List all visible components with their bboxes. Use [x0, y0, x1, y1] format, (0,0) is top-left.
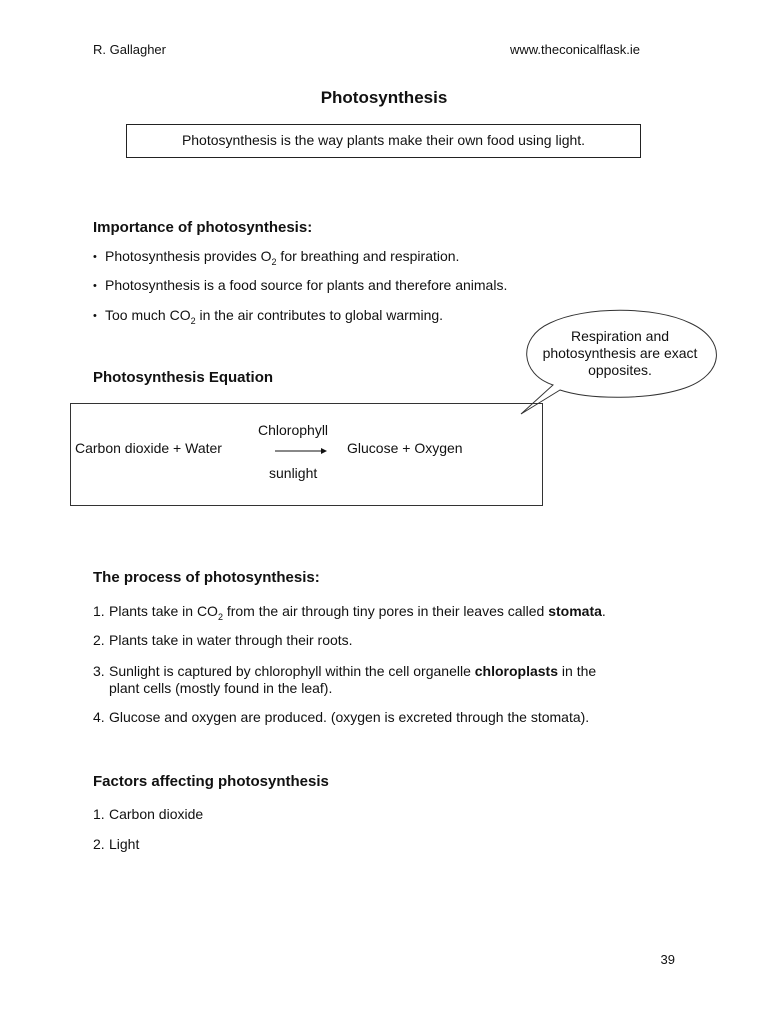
- bullet-icon: •: [93, 280, 97, 292]
- factor-item-1: 1. Carbon dioxide: [93, 806, 204, 822]
- website-url: www.theconicalflask.ie: [509, 42, 640, 57]
- process-step-1: 1. Plants take in $CO_2$ from the air through tiny pores in their leaves called stomata.: [93, 603, 606, 622]
- factor-item-2: 2. Light: [93, 836, 140, 852]
- reaction-arrow-icon: [275, 446, 327, 456]
- equation-condition: sunlight: [269, 465, 318, 481]
- process-heading: The process of photosynthesis:: [93, 569, 320, 586]
- importance-item-2: • Photosynthesis is a food source for plants and therefore animals.: [93, 277, 508, 293]
- importance-heading: Importance of photosynthesis:: [93, 219, 313, 236]
- process-step-3: 3. Sunlight is captured by chlorophyll within the cell organelle chloroplasts in the plant cells (mostly found in the leaf).: [93, 663, 597, 696]
- author-name: R. Gallagher: [93, 42, 166, 57]
- process-step-4: 4. Glucose and oxygen are produced. (oxygen is excreted through the stomata).: [93, 709, 590, 725]
- equation-reactants: Carbon dioxide + Water: [75, 440, 222, 456]
- equation-heading: Photosynthesis Equation: [93, 369, 274, 386]
- definition-text: Photosynthesis is the way plants make their own food using light.: [181, 132, 586, 148]
- process-step-2: 2. Plants take in water through their roots.: [93, 632, 353, 648]
- callout-text: Respiration and photosynthesis are exact opposites.: [542, 328, 698, 378]
- factors-heading: Factors affecting photosynthesis: [93, 773, 329, 790]
- importance-item-1: • Photosynthesis provides $O_2$ for breathing and respiration.: [93, 248, 460, 267]
- equation-products: Glucose + Oxygen: [347, 440, 463, 456]
- bullet-icon: •: [93, 251, 97, 263]
- page-title: Photosynthesis: [320, 88, 448, 107]
- definition-box: [126, 124, 641, 158]
- importance-item-3: • Too much $CO_2$ in the air contributes to global warming.: [93, 307, 444, 326]
- bullet-icon: •: [93, 310, 97, 322]
- page-number: 39: [660, 952, 675, 967]
- equation-catalyst: Chlorophyll: [258, 422, 329, 438]
